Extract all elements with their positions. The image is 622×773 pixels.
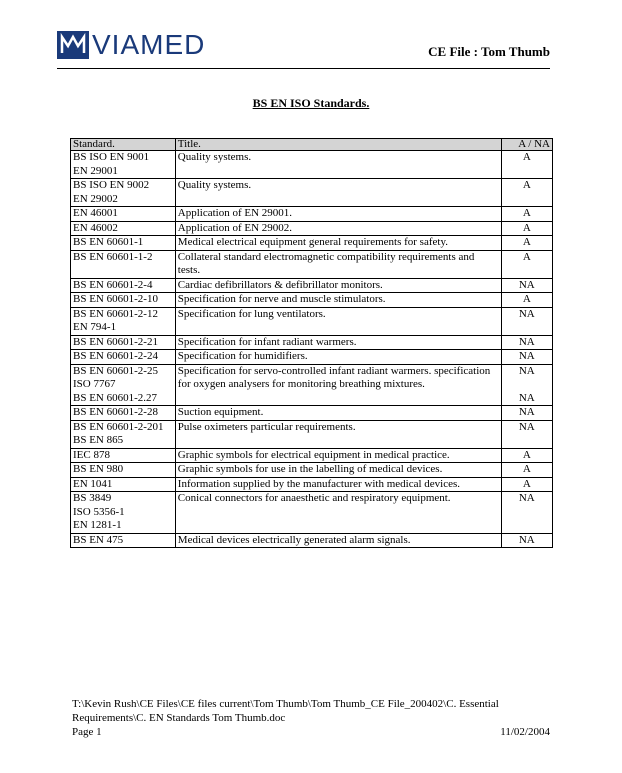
logo-text: VIAMED	[92, 29, 206, 60]
cell-title: Collateral standard electromagnetic compatibility requirements and tests.	[175, 250, 501, 278]
cell-title: Quality systems.	[175, 151, 501, 179]
table-row	[71, 350, 553, 365]
table-row	[71, 307, 553, 335]
table-row	[71, 236, 553, 251]
table-row	[71, 463, 553, 478]
footer	[72, 697, 550, 739]
cell-title: Suction equipment.	[175, 406, 501, 421]
cell-standard: IEC 878	[71, 448, 176, 463]
cell-title: Medical devices electrically generated alarm signals.	[175, 533, 501, 548]
cell-title: Specification for servo-controlled infant radiant warmers. specification for oxygen analysers for monitoring breathing mixtures.	[175, 364, 501, 406]
cell-title: Specification for nerve and muscle stimulators.	[175, 293, 501, 308]
doc-label: CE File : Tom Thumb	[428, 44, 550, 59]
table-row	[71, 420, 553, 448]
cell-an: NA	[501, 492, 552, 534]
cell-standard: BS EN 60601-2-4	[71, 278, 176, 293]
cell-title: Application of EN 29001.	[175, 207, 501, 222]
cell-standard: EN 46002	[71, 221, 176, 236]
cell-standard: BS EN 60601-2-28	[71, 406, 176, 421]
cell-an: A	[501, 463, 552, 478]
cell-standard: BS EN 60601-2-25 ISO 7767 BS EN 60601-2.27	[71, 364, 176, 406]
cell-title: Specification for lung ventilators.	[175, 307, 501, 335]
cell-standard: BS EN 60601-1-2	[71, 250, 176, 278]
cell-an: A	[501, 179, 552, 207]
cell-an: A	[501, 221, 552, 236]
cell-title: Quality systems.	[175, 179, 501, 207]
table-row	[71, 179, 553, 207]
cell-standard: BS ISO EN 9001 EN 29001	[71, 151, 176, 179]
table-row	[71, 278, 553, 293]
cell-standard: BS 3849 ISO 5356-1 EN 1281-1	[71, 492, 176, 534]
header-an: A / NA	[501, 139, 552, 151]
cell-an: A	[501, 207, 552, 222]
cell-an: NA	[501, 533, 552, 548]
page-title: BS EN ISO Standards.	[252, 96, 370, 110]
cell-title: Conical connectors for anaesthetic and respiratory equipment.	[175, 492, 501, 534]
cell-an: NA NA	[501, 364, 552, 406]
cell-standard: BS EN 60601-2-10	[71, 293, 176, 308]
cell-an: NA	[501, 335, 552, 350]
cell-an: A	[501, 151, 552, 179]
table-row	[71, 477, 553, 492]
cell-title: Specification for infant radiant warmers.	[175, 335, 501, 350]
cell-title: Medical electrical equipment general requirements for safety.	[175, 236, 501, 251]
cell-standard: EN 46001	[71, 207, 176, 222]
table-row	[71, 364, 553, 406]
cell-an: A	[501, 477, 552, 492]
cell-standard: BS EN 60601-2-201 BS EN 865	[71, 420, 176, 448]
footer-page: Page 1	[72, 726, 102, 738]
cell-standard: EN 1041	[71, 477, 176, 492]
cell-an: NA	[501, 420, 552, 448]
footer-path-line1: T:\Kevin Rush\CE Files\CE files current\Tom Thumb\Tom Thumb_CE File_200402\C. Essential	[72, 698, 499, 710]
cell-an: A	[501, 448, 552, 463]
cell-standard: BS EN 60601-2-24	[71, 350, 176, 365]
cell-an: NA	[501, 350, 552, 365]
standards-table	[70, 138, 553, 548]
cell-standard: BS EN 60601-2-21	[71, 335, 176, 350]
table-row	[71, 207, 553, 222]
viamed-logo	[57, 31, 205, 59]
header-title: Title.	[175, 139, 501, 151]
cell-standard: BS EN 60601-2-12 EN 794-1	[71, 307, 176, 335]
cell-standard: BS EN 475	[71, 533, 176, 548]
cell-an: A	[501, 293, 552, 308]
table-row	[71, 335, 553, 350]
table-row	[71, 221, 553, 236]
cell-title: Cardiac defibrillators & defibrillator monitors.	[175, 278, 501, 293]
cell-title: Graphic symbols for electrical equipment in medical practice.	[175, 448, 501, 463]
cell-an: NA	[501, 406, 552, 421]
viamed-logo-icon	[57, 31, 89, 59]
cell-an: NA	[501, 307, 552, 335]
cell-title: Pulse oximeters particular requirements.	[175, 420, 501, 448]
table-row	[71, 250, 553, 278]
footer-date: 11/02/2004	[500, 726, 550, 738]
footer-path-line2: Requirements\C. EN Standards Tom Thumb.doc	[72, 712, 286, 724]
cell-an: A	[501, 236, 552, 251]
cell-standard: BS ISO EN 9002 EN 29002	[71, 179, 176, 207]
cell-title: Specification for humidifiers.	[175, 350, 501, 365]
table-row	[71, 533, 553, 548]
cell-standard: BS EN 60601-1	[71, 236, 176, 251]
table-row	[71, 448, 553, 463]
header-rule	[57, 68, 550, 69]
table-row	[71, 151, 553, 179]
cell-standard: BS EN 980	[71, 463, 176, 478]
table-row	[71, 293, 553, 308]
table-header-row	[71, 139, 553, 151]
header-standard: Standard.	[71, 139, 176, 151]
cell-title: Application of EN 29002.	[175, 221, 501, 236]
table-row	[71, 492, 553, 534]
table-row	[71, 406, 553, 421]
cell-an: A	[501, 250, 552, 278]
cell-title: Information supplied by the manufacturer with medical devices.	[175, 477, 501, 492]
cell-an: NA	[501, 278, 552, 293]
cell-title: Graphic symbols for use in the labelling of medical devices.	[175, 463, 501, 478]
